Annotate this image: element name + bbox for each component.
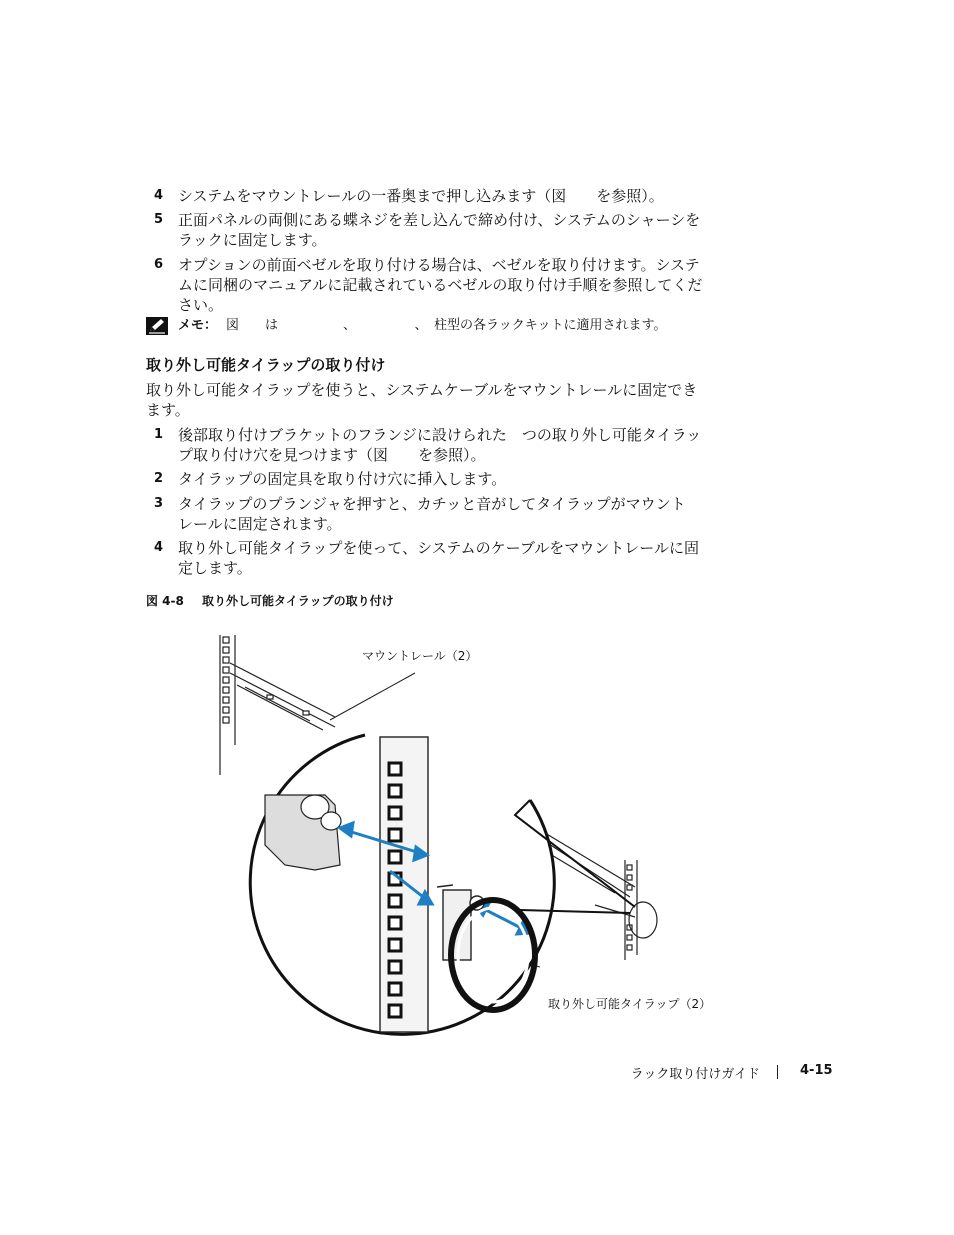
step-number: 6	[154, 257, 164, 272]
callout-tie-wrap: 取り外し可能タイラップ（2）	[548, 997, 712, 1011]
figure-caption	[146, 592, 394, 609]
step-text: 取り外し可能タイラップを使って、システムのケーブルをマウントレールに固 定します。	[178, 539, 699, 577]
step-text: タイラップの固定具を取り付け穴に挿入します。	[178, 470, 507, 488]
figure-number: 図 4-8	[146, 594, 184, 608]
step-bottom-3	[154, 494, 734, 534]
step-text: 後部取り付けブラケットのフランジに設けられた つの取り外し可能タイラッ プ取り付け穴を見つけます（図 を参照）。	[178, 426, 702, 464]
step-number: 4	[154, 188, 164, 203]
pencil-note-icon	[146, 317, 168, 335]
step-top-5	[154, 210, 734, 250]
figure-title: 取り外し可能タイラップの取り付け	[202, 594, 394, 608]
step-bottom-2	[154, 469, 734, 489]
tie-wrap-illustration	[215, 625, 675, 1045]
note-text: 図 は 、 、 柱型の各ラックキットに適用されます。	[226, 318, 667, 333]
step-number: 2	[154, 471, 164, 486]
footer-separator	[777, 1065, 778, 1079]
rack-post-left	[220, 635, 235, 775]
step-number: 3	[154, 496, 164, 511]
step-bottom-1	[154, 425, 734, 465]
note-label: メモ：	[178, 318, 218, 333]
step-number: 4	[154, 540, 164, 555]
magnified-view	[250, 735, 635, 1034]
page-number: 4-15	[800, 1063, 833, 1078]
step-number: 1	[154, 427, 164, 442]
step-bottom-4	[154, 538, 734, 578]
step-top-6	[154, 255, 734, 315]
step-text: オプションの前面ベゼルを取り付ける場合は、ベゼルを取り付けます。システ ムに同梱のマニュアルに記載されているベゼルの取り付け手順を参照してくだ さい。	[178, 256, 703, 314]
step-number: 5	[154, 212, 164, 227]
step-text: 正面パネルの両側にある蝶ネジを差し込んで締め付け、システムのシャーシを ラックに固定します。	[178, 211, 701, 249]
step-top-4	[154, 186, 734, 206]
callout-mount-rail: マウントレール（2）	[362, 649, 478, 663]
step-text: システムをマウントレールの一番奥まで押し込みます（図 を参照）。	[178, 187, 664, 205]
rack-post-right	[595, 860, 657, 960]
footer-title: ラック取り付けガイド	[630, 1067, 760, 1082]
step-text: タイラップのプランジャを押すと、カチッと音がしてタイラップがマウント レールに固定されます。	[178, 495, 686, 533]
section-heading: 取り外し可能タイラップの取り付け	[146, 356, 386, 374]
intro-paragraph: 取り外し可能タイラップを使うと、システムケーブルをマウントレールに固定でき ます。	[146, 381, 698, 419]
leader-mount-rail	[330, 673, 415, 720]
